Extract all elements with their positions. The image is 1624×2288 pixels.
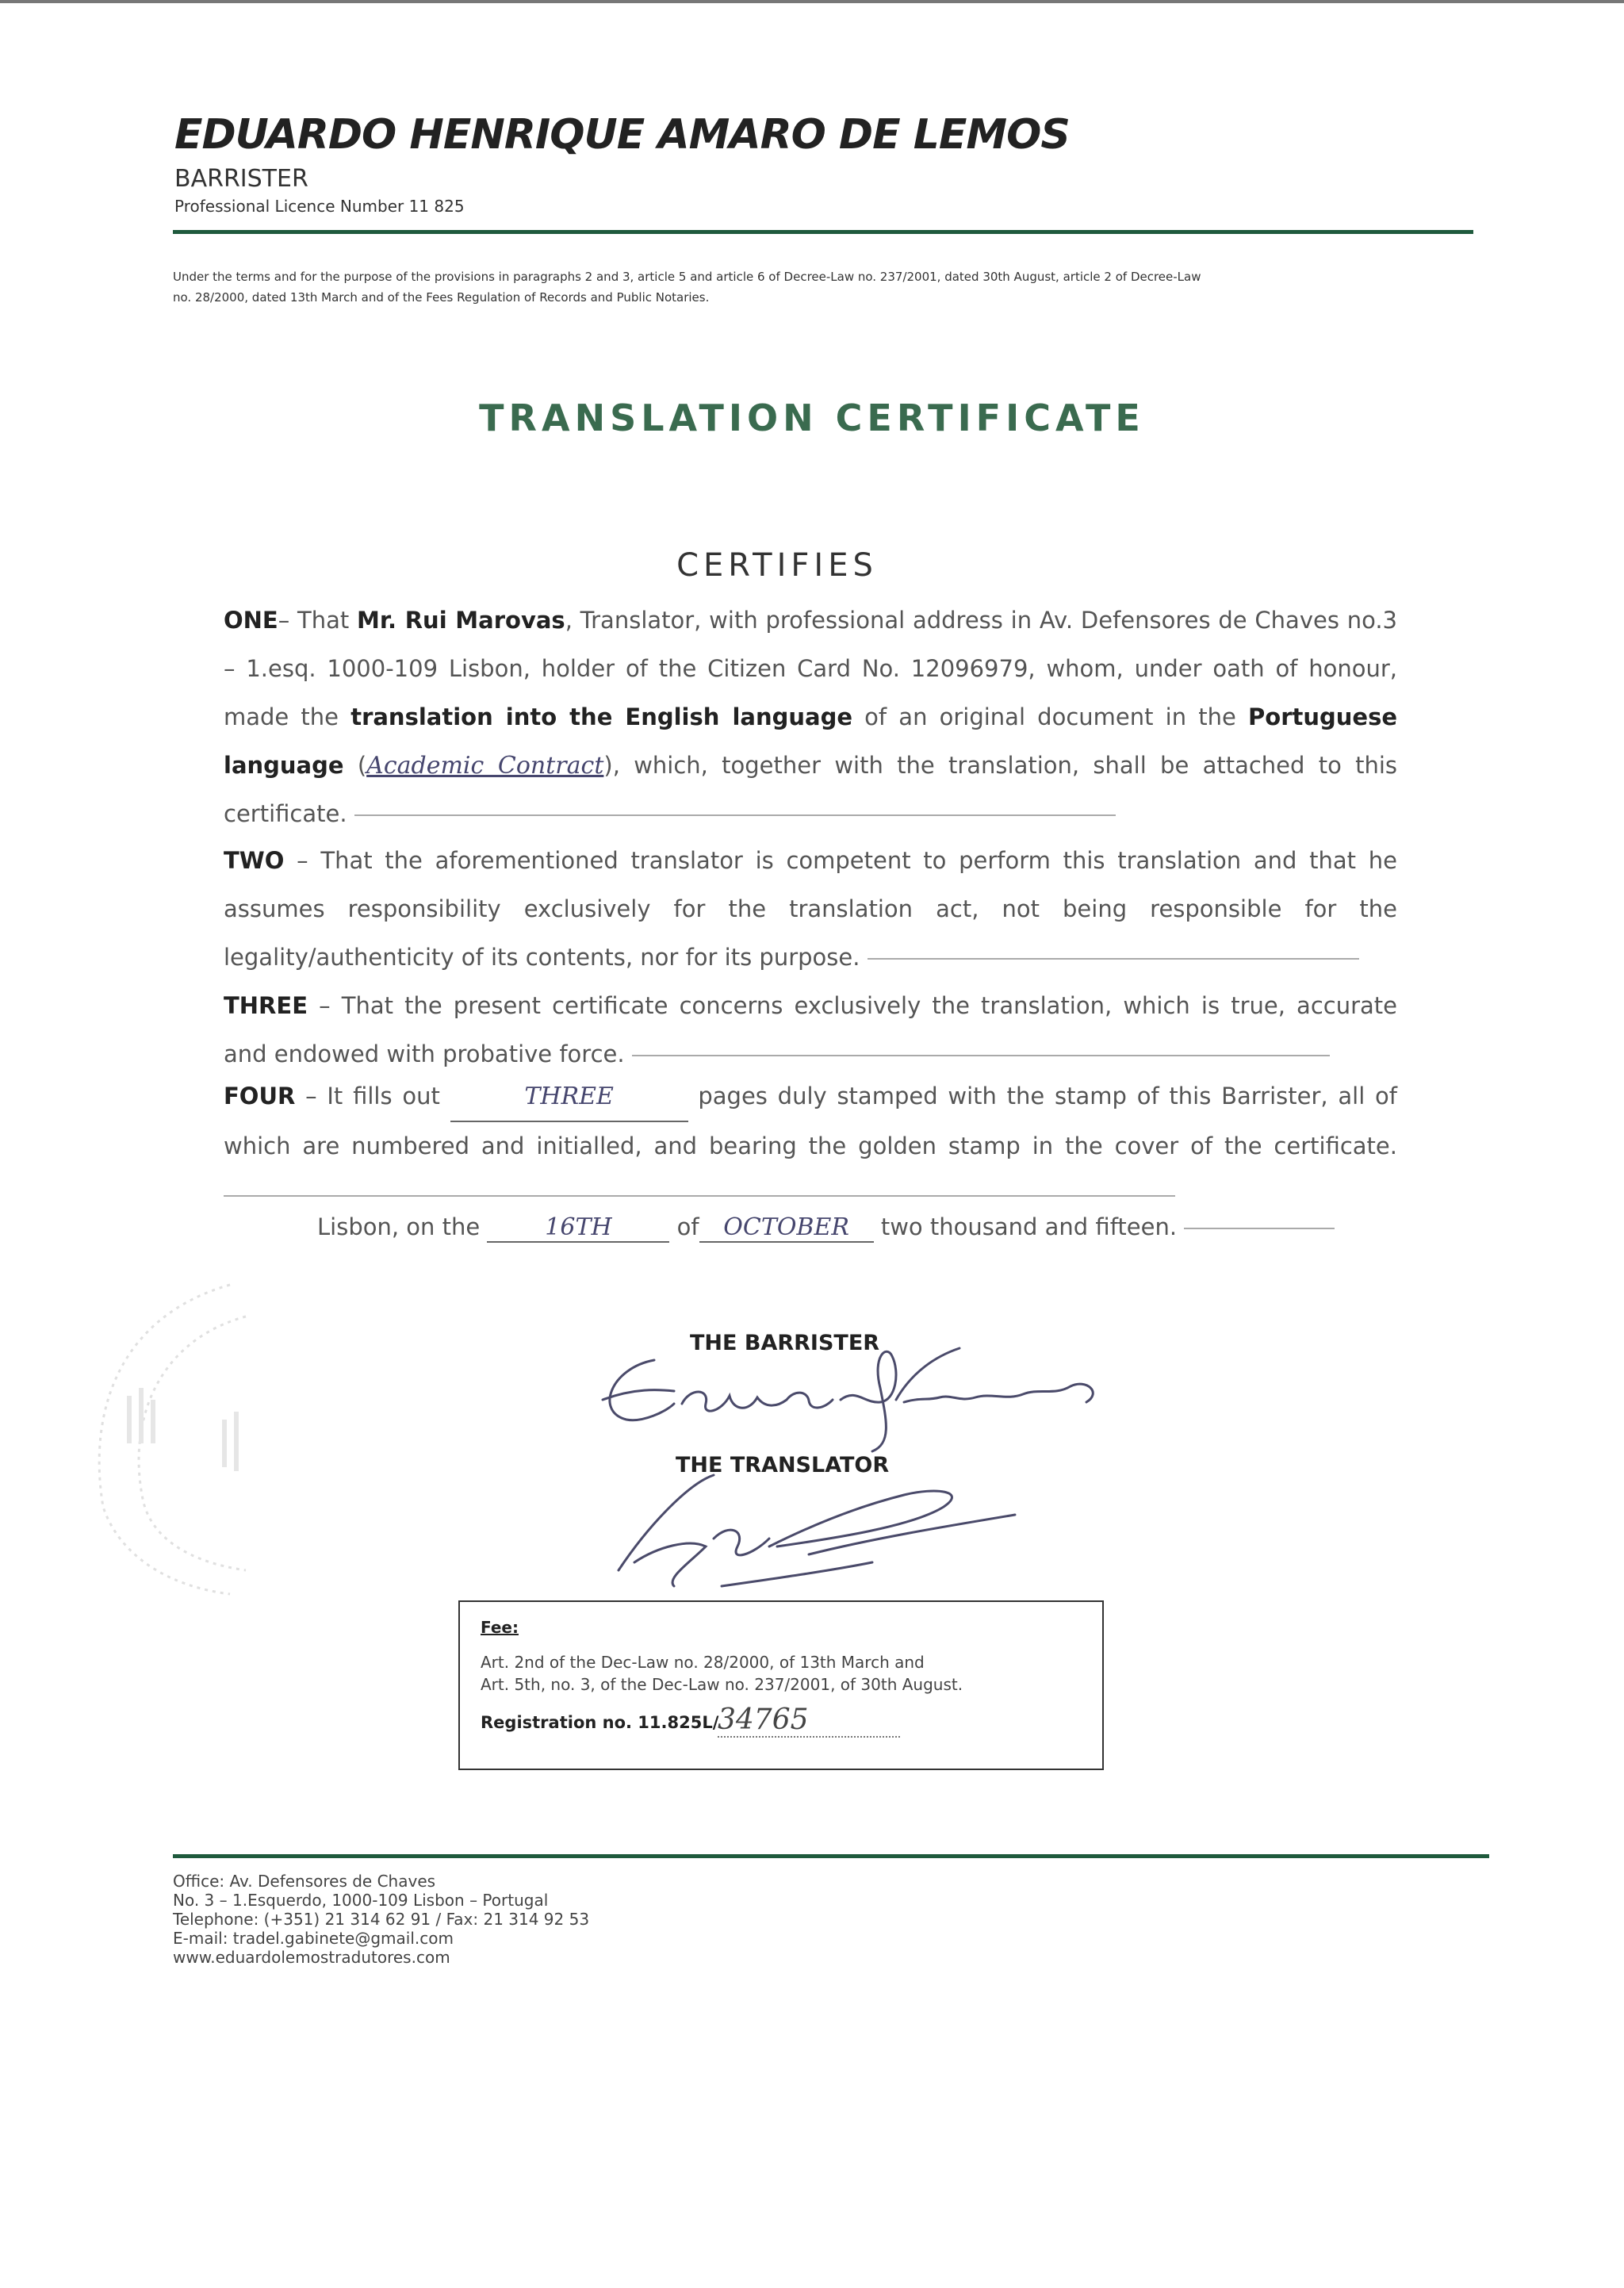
registration-label: Registration no. 11.825L/ — [481, 1713, 719, 1732]
clause-text: , Translator, with professional address in Av. Defensores de Chaves no.3 – 1.esq. 1000-109 Lisbon, holder of the Citizen Card No. 12096979, whom, under oath of honour, made the — [224, 607, 1397, 730]
clause-emphasis: translation into the English language — [350, 703, 853, 730]
clause-text: ( — [343, 752, 367, 779]
licence-number: Professional Licence Number 11 825 — [174, 197, 465, 216]
handwritten-day: 16TH — [487, 1213, 669, 1243]
handwritten-month: OCTOBER — [699, 1213, 874, 1243]
fee-line-2: Art. 5th, no. 3, of the Dec-Law no. 237/2001, of 30th August. — [481, 1675, 963, 1694]
legal-notice-line-1: Under the terms and for the purpose of the provisions in paragraphs 2 and 3, article 5 and article 6 of Decree-Law no. 237/2001, dated 30th August, article 2 of Decree-Law — [173, 270, 1201, 284]
fill-dash — [868, 958, 1359, 960]
clause-two-label: TWO — [224, 847, 285, 874]
office-address — [173, 1872, 589, 1967]
footer-phone: Telephone: (+351) 21 314 62 91 / Fax: 21 314 92 53 — [173, 1910, 590, 1929]
footer-line: Office: Av. Defensores de Chaves — [173, 1872, 436, 1891]
header-rule — [173, 230, 1473, 234]
clause-text: of an original document in the — [852, 703, 1249, 730]
barrister-signature-icon — [579, 1324, 1118, 1459]
clause-text: – That the present certificate concerns exclusively the translation, which is true, accurate and endowed with probative force. — [224, 992, 1397, 1067]
footer-rule — [173, 1854, 1489, 1858]
fill-dash — [632, 1055, 1330, 1056]
clause-four — [224, 1072, 1397, 1219]
place-prefix: Lisbon, on the — [317, 1213, 481, 1240]
fill-dash — [224, 1195, 1175, 1197]
clause-emphasis: Portuguese language — [224, 703, 1398, 779]
translator-label: THE TRANSLATOR — [676, 1453, 890, 1477]
legal-notice — [173, 266, 1442, 308]
fill-dash — [354, 814, 1116, 816]
translator-signature-icon — [571, 1451, 1047, 1594]
legal-notice-line-2: no. 28/2000, dated 13th March and of the Fees Regulation of Records and Public Notaries. — [173, 290, 710, 305]
clause-one — [224, 596, 1397, 838]
clause-text: – It fills out — [295, 1083, 450, 1110]
fee-line-1: Art. 2nd of the Dec-Law no. 28/2000, of 13th March and — [481, 1653, 925, 1672]
scan-edge — [0, 0, 1624, 3]
footer-email: E-mail: tradel.gabinete@gmail.com — [173, 1929, 454, 1948]
certificate-title: TRANSLATION CERTIFICATE — [479, 397, 1145, 439]
date-of: of — [676, 1213, 699, 1240]
date-suffix: two thousand and fifteen. — [880, 1213, 1178, 1240]
place-date-line — [317, 1213, 1335, 1243]
footer-website: www.eduardolemostradutores.com — [173, 1948, 450, 1967]
clause-three-label: THREE — [224, 992, 308, 1019]
fee-heading: Fee: — [481, 1618, 519, 1637]
clause-one-label: ONE — [224, 607, 278, 634]
fill-dash — [1184, 1228, 1335, 1229]
translator-name: Mr. Rui Marovas — [357, 607, 565, 634]
handwritten-document-name: Academic Contract — [366, 752, 604, 780]
clause-text: pages duly stamped with the stamp of this Barrister, all of which are numbered and initialled, and bearing the golden stamp in the cover of the certificate. — [224, 1083, 1397, 1159]
clause-text: – That the aforementioned translator is competent to perform this translation and that he assumes responsibility exclusively for the translation act, not being responsible for the legality/authenticity of its contents, nor for its purpose. — [224, 847, 1397, 971]
clause-text: ), which, together with the translation, shall be attached to this certificate. — [224, 752, 1397, 827]
barrister-role: BARRISTER — [174, 165, 308, 193]
clause-four-label: FOUR — [224, 1083, 296, 1110]
certifies-heading: CERTIFIES — [676, 547, 878, 584]
fee-box — [458, 1600, 1104, 1770]
clause-two — [224, 837, 1397, 982]
handwritten-registration-number: 34765 — [718, 1704, 900, 1738]
barrister-label: THE BARRISTER — [690, 1331, 880, 1355]
clause-text: – That — [278, 607, 358, 634]
clause-three — [224, 982, 1397, 1079]
footer-line: No. 3 – 1.Esquerdo, 1000-109 Lisbon – Portugal — [173, 1891, 549, 1910]
embossed-stamp-icon — [71, 1269, 270, 1602]
barrister-name: EDUARDO HENRIQUE AMARO DE LEMOS — [174, 111, 1070, 159]
handwritten-page-count: THREE — [450, 1072, 688, 1122]
